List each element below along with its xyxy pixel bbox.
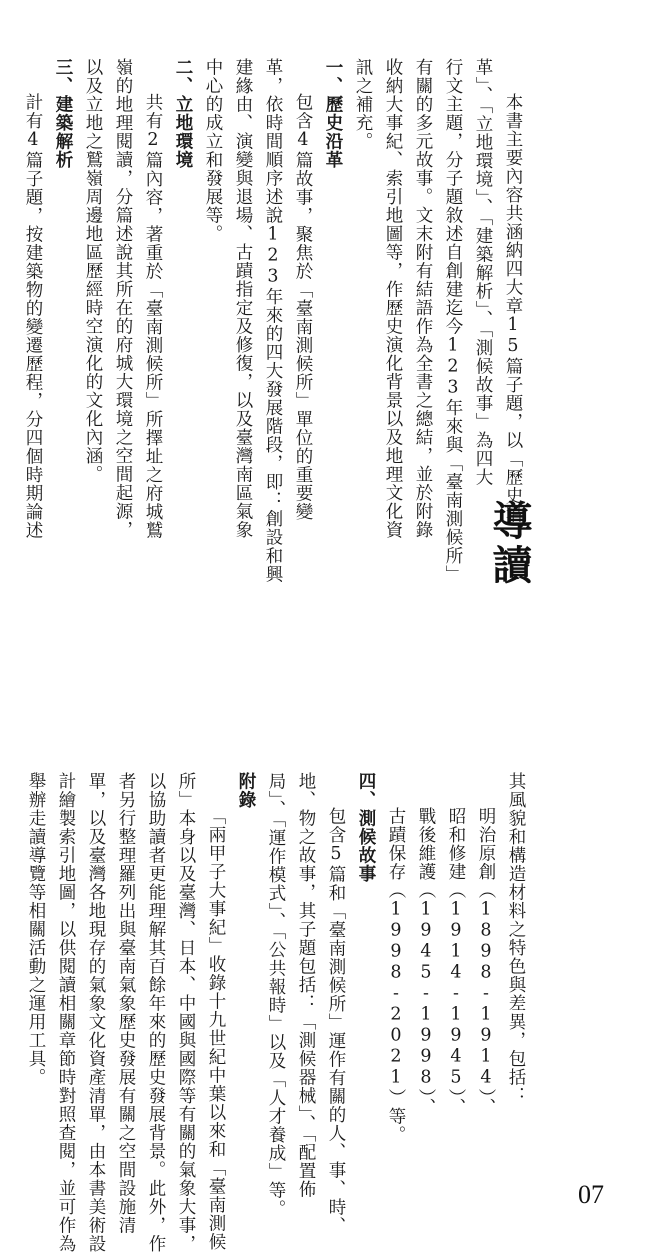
page-title: 導讀 bbox=[486, 500, 532, 588]
page-number: 07 bbox=[578, 1180, 604, 1209]
paragraph-line: 本書主要內容共涵納四大章15篇子題，以「歷史沿 bbox=[503, 93, 523, 524]
paragraph-line: 包含5篇和「臺南測候所」運作有關的人、事、時、 bbox=[326, 807, 346, 1235]
period-item: 明治原創（1898-1914）、 bbox=[476, 807, 496, 1117]
period-item: 昭和修建（1914-1945）、 bbox=[446, 807, 466, 1117]
paragraph-line: 共有2篇內容，著重於「臺南測候所」所擇址之府城鷲 bbox=[143, 93, 163, 540]
paragraph-line: 嶺的地理閱讀，分篇述說其所在的府城大環境之空間起源， bbox=[113, 58, 133, 539]
section-heading-stories: 四、測候故事 bbox=[356, 772, 376, 883]
section-heading-site: 二、立地環境 bbox=[173, 58, 193, 169]
paragraph-line: 收納大事紀、索引地圖等，作歷史演化背景以及地理文化資 bbox=[383, 58, 403, 539]
paragraph-line: 以協助讀者更能理解其百餘年來的歷史發展背景。此外，作 bbox=[146, 772, 166, 1253]
paragraph-line: 包含4篇故事，聚焦於「臺南測候所」單位的重要變 bbox=[293, 93, 313, 521]
paragraph-line: 有關的多元故事。文末附有結語作為全書之總結，並於附錄 bbox=[413, 58, 433, 539]
paragraph-line: 革」、「立地環境」、「建築解析」、「測候故事」為四大 bbox=[473, 58, 493, 487]
paragraph-line: 所」本身以及臺灣、日本、中國與國際等有關的氣象大事， bbox=[176, 772, 196, 1253]
paragraph-line: 革，依時間順序述說123年來的四大發展階段，即：創設和興 bbox=[263, 58, 283, 584]
paragraph-line: 建緣由、演變與退場、古蹟指定及修復，以及臺灣南區氣象 bbox=[233, 58, 253, 539]
section-heading-history: 一、歷史沿革 bbox=[323, 58, 343, 169]
paragraph-line: 者另行整理羅列出與臺南氣象歷史發展有關之空間設施清 bbox=[116, 772, 136, 1235]
paragraph-line: 其風貌和構造材料之特色與差異，包括： bbox=[506, 772, 526, 1105]
paragraph-line: 舉辦走讀導覽等相關活動之運用工具。 bbox=[26, 772, 46, 1087]
paragraph-line: 計有4篇子題，按建築物的變遷歷程，分四個時期論述 bbox=[23, 93, 43, 540]
paragraph-line: 「兩甲子大事紀」收錄十九世紀中葉以來和「臺南測候 bbox=[206, 807, 226, 1251]
section-heading-appendix: 附錄 bbox=[236, 772, 256, 809]
paragraph-line: 計繪製索引地圖，以供閱讀相關章節時對照查閱，並可作為 bbox=[56, 772, 76, 1253]
paragraph-line: 局」、「運作模式」、「公共報時」以及「人才養成」等。 bbox=[266, 772, 286, 1218]
paragraph-line: 行文主題，分子題敘述自創建迄今123年來與「臺南測候所」 bbox=[443, 58, 463, 584]
paragraph-line: 中心的成立和發展等。 bbox=[203, 58, 223, 243]
intro-text-lower bbox=[26, 772, 531, 1253]
period-item: 古蹟保存（1998-2021）等。 bbox=[386, 807, 406, 1144]
period-item: 戰後維護（1945-1998）、 bbox=[416, 807, 436, 1117]
paragraph-line: 地、物之故事，其子題包括：「測候器械」、「配置佈 bbox=[296, 772, 316, 1199]
paragraph-line: 訊之補充。 bbox=[353, 58, 373, 151]
paragraph-line: 以及立地之鷲嶺周邊地區歷經時空演化的文化內涵。 bbox=[83, 58, 103, 484]
intro-text-upper bbox=[23, 58, 528, 618]
section-heading-architecture: 三、建築解析 bbox=[53, 58, 73, 169]
paragraph-line: 單，以及臺灣各地現存的氣象文化資產清單，由本書美術設 bbox=[86, 772, 106, 1253]
